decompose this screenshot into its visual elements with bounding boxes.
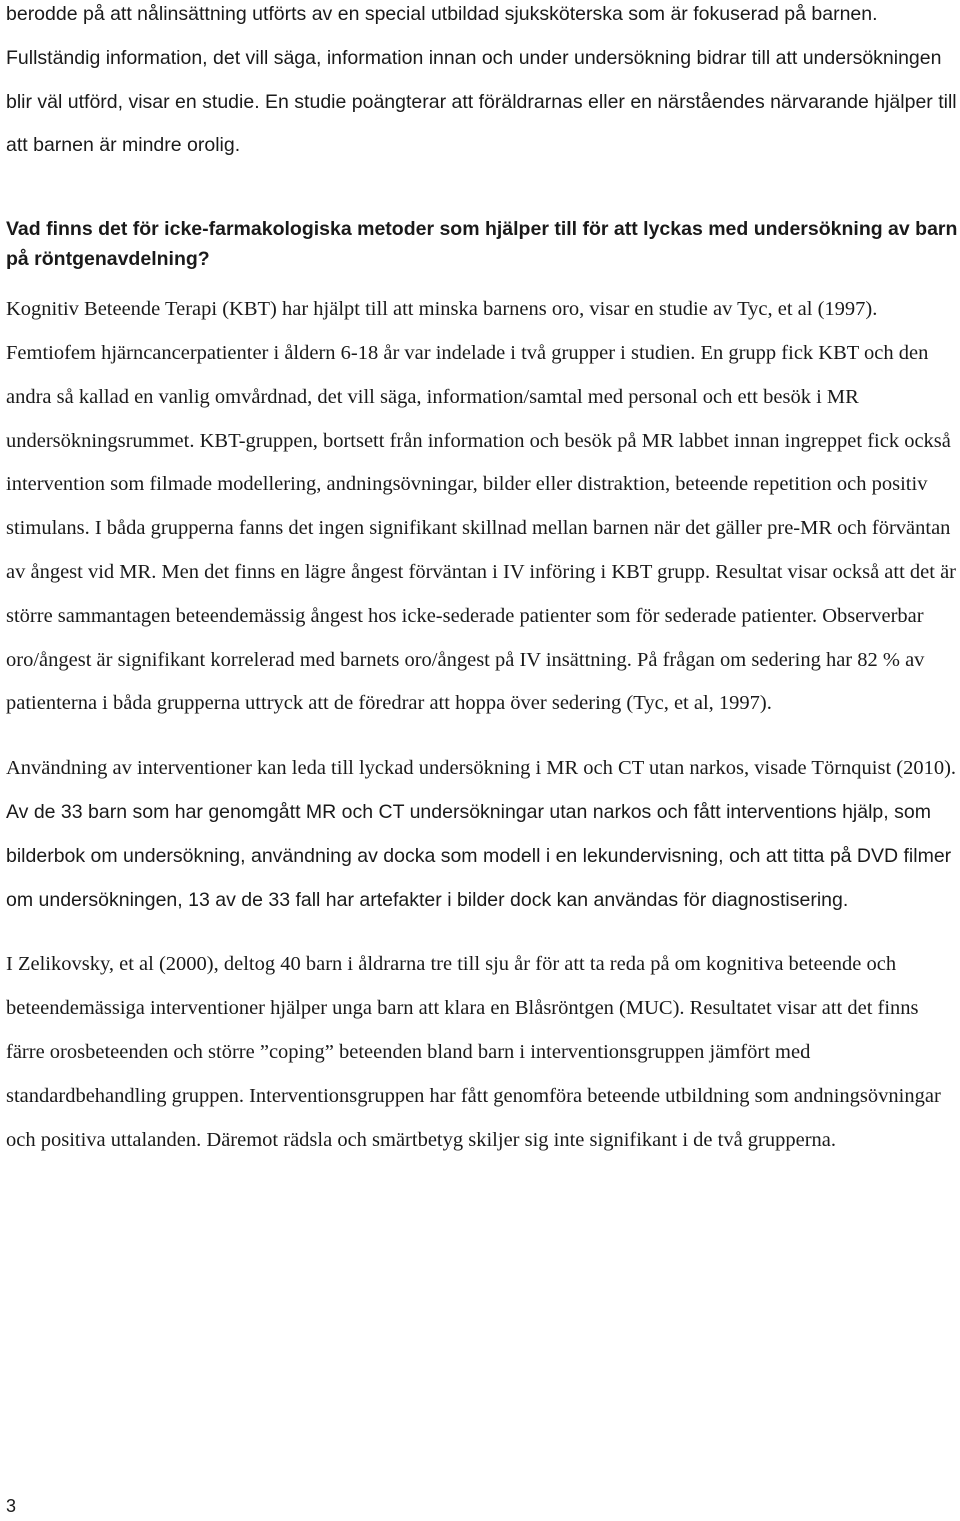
paragraph-kbt-study: Kognitiv Beteende Terapi (KBT) har hjälpt till att minska barnens oro, visar en studie av Tyc, et al (1997). Femtiofem hjärncancerpatienter i åldern 6-18 år var indelade i två grupper i studien. En grupp fick KBT och den andra så kallad en vanlig omvårdnad, det vill säga, information/samtal med personal och ett besök i MR undersökningsrummet. KBT-gruppen, bortsett från information och besök på MR labbet innan ingreppet fick också intervention som filmade modellering, andningsövningar, bilder eller distraktion, beteende repetition och positiv stimulans. I båda grupperna fanns det ingen signifikant skillnad mellan barnen när det gäller pre-MR och förväntan av ångest vid MR. Men det finns en lägre ångest förväntan i IV införing i KBT grupp. Resultat visar också att det är större sammantagen beteendemässig ångest hos icke-sederade patienter som för sederade patienter. Observerbar oro/ångest är signifikant korrelerad med barnets oro/ångest på IV insättning. På frågan om sedering har 82 % av patienterna i båda grupperna uttryck att de föredrar att hoppa över sedering (Tyc, et al, 1997). — [6, 298, 956, 715]
tornquist-text-part-2: Av de 33 barn som har genomgått MR och CT undersökningar utan narkos och fått interventions hjälp, som bilderbok om undersökning, användning av docka som modell i en lekundervisning, och att titta på DVD filmer om undersökningen, 13 av de 33 fall har artefakter i bilder dock kan användas för diagnostisering. — [6, 800, 952, 911]
page-number: 3 — [6, 1496, 17, 1516]
paragraph-zelikovsky-study: I Zelikovsky, et al (2000), deltog 40 barn i åldrarna tre till sju år för att ta reda på om kognitiva beteende och beteendemässiga interventioner hjälper unga barn att klara en Blåsröntgen (MUC). Resultatet visar att det finns färre orosbeteenden och större ”coping” beteenden bland barn i interventionsgruppen jämfört med standardbehandling gruppen. Interventionsgruppen har fått genomföra beteende utbildning som andningsövningar och positiva uttalanden. Däremot rädsla och smärtbetyg skiljer sig inte signifikant i de två grupperna. — [6, 953, 941, 1151]
section-heading: Vad finns det för icke-farmakologiska metoder som hjälper till för att lyckas med undersökning av barn på röntgenavdelning? — [6, 218, 958, 271]
tornquist-text-part-1: Användning av interventioner kan leda till lyckad undersökning i MR och CT utan narkos, visade Törnquist (2010). — [6, 757, 957, 780]
paragraph-intro: berodde på att nålinsättning utförts av en special utbildad sjuksköterska som är fokuserad på barnen. Fullständig information, det vill säga, information innan och under undersökning bidrar till att undersökningen blir väl utförd, visar en studie. En studie poängterar att föräldrarnas eller en närståendes närvarande hjälper till att barnen är mindre orolig. — [6, 3, 957, 157]
paragraph-tornquist-study — [6, 747, 960, 922]
document-page — [6, 0, 960, 1162]
